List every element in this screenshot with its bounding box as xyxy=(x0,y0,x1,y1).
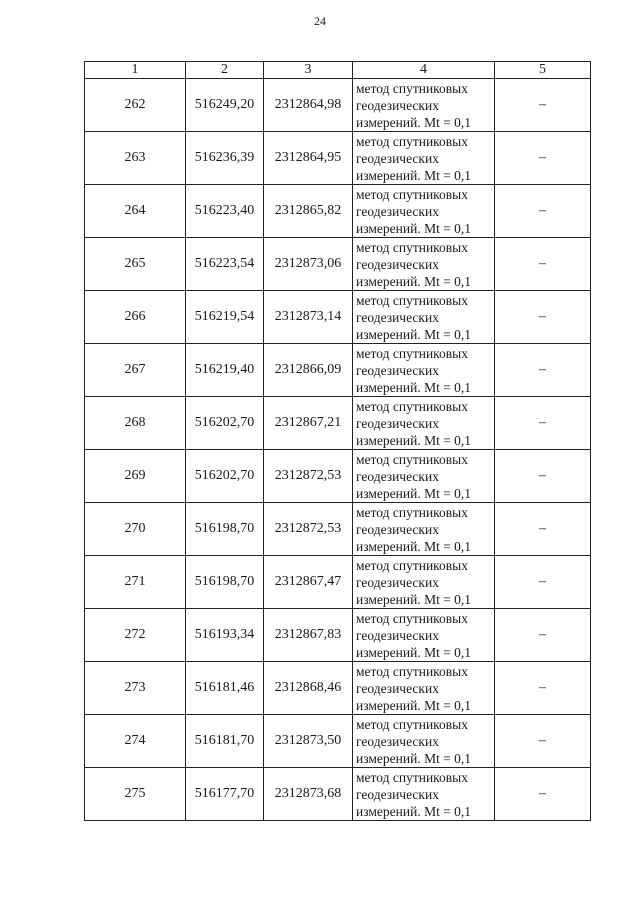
x-coordinate-cell: 516219,40 xyxy=(186,344,264,397)
method-cell xyxy=(353,132,495,185)
method-text-line: измерений. Mt = 0,1 xyxy=(356,326,472,342)
table-row xyxy=(85,503,591,556)
x-coordinate-cell: 516219,54 xyxy=(186,291,264,344)
method-text-line: геодезических xyxy=(356,786,439,802)
method-cell xyxy=(353,185,495,238)
method-cell xyxy=(353,450,495,503)
x-coordinate-cell: 516181,70 xyxy=(186,715,264,768)
x-coordinate-cell: 516236,39 xyxy=(186,132,264,185)
method-text-line: геодезических xyxy=(356,680,439,696)
method-text-line: метод спутниковых xyxy=(356,504,468,520)
y-coordinate-cell: 2312866,09 xyxy=(264,344,353,397)
note-cell: – xyxy=(495,609,591,662)
method-text-line: измерений. Mt = 0,1 xyxy=(356,803,472,819)
method-text-line: метод спутниковых xyxy=(356,186,468,202)
table-row xyxy=(85,768,591,821)
method-text-line: метод спутниковых xyxy=(356,292,468,308)
page-number: 24 xyxy=(314,14,326,28)
y-coordinate-cell: 2312873,06 xyxy=(264,238,353,291)
note-cell: – xyxy=(495,662,591,715)
y-coordinate-cell: 2312867,83 xyxy=(264,609,353,662)
method-text-line: метод спутниковых xyxy=(356,716,468,732)
note-cell: – xyxy=(495,238,591,291)
point-number-cell: 266 xyxy=(85,291,186,344)
method-text-line: геодезических xyxy=(356,203,439,219)
header-col-1: 1 xyxy=(85,62,186,79)
point-number-cell: 272 xyxy=(85,609,186,662)
table-row xyxy=(85,715,591,768)
method-cell xyxy=(353,503,495,556)
table-row xyxy=(85,662,591,715)
table-row xyxy=(85,450,591,503)
y-coordinate-cell: 2312864,95 xyxy=(264,132,353,185)
method-text-line: геодезических xyxy=(356,150,439,166)
y-coordinate-cell: 2312872,53 xyxy=(264,450,353,503)
method-cell xyxy=(353,238,495,291)
note-cell: – xyxy=(495,503,591,556)
method-text-line: метод спутниковых xyxy=(356,451,468,467)
x-coordinate-cell: 516223,54 xyxy=(186,238,264,291)
method-text-line: геодезических xyxy=(356,521,439,537)
x-coordinate-cell: 516198,70 xyxy=(186,503,264,556)
table-header-row xyxy=(85,62,591,79)
note-cell: – xyxy=(495,132,591,185)
method-text-line: измерений. Mt = 0,1 xyxy=(356,591,472,607)
note-cell: – xyxy=(495,715,591,768)
header-col-5: 5 xyxy=(495,62,591,79)
method-text-line: измерений. Mt = 0,1 xyxy=(356,538,472,554)
method-text-line: геодезических xyxy=(356,362,439,378)
method-text-line: измерений. Mt = 0,1 xyxy=(356,485,472,501)
point-number-cell: 268 xyxy=(85,397,186,450)
note-cell: – xyxy=(495,291,591,344)
method-text-line: метод спутниковых xyxy=(356,769,468,785)
table-row xyxy=(85,344,591,397)
point-number-cell: 270 xyxy=(85,503,186,556)
table-row xyxy=(85,609,591,662)
table-row xyxy=(85,291,591,344)
x-coordinate-cell: 516177,70 xyxy=(186,768,264,821)
header-col-3: 3 xyxy=(264,62,353,79)
point-number-cell: 269 xyxy=(85,450,186,503)
method-cell xyxy=(353,79,495,132)
x-coordinate-cell: 516223,40 xyxy=(186,185,264,238)
method-cell xyxy=(353,397,495,450)
method-cell xyxy=(353,662,495,715)
method-text-line: метод спутниковых xyxy=(356,610,468,626)
method-text-line: геодезических xyxy=(356,733,439,749)
method-text-line: измерений. Mt = 0,1 xyxy=(356,114,472,130)
note-cell: – xyxy=(495,185,591,238)
table-row xyxy=(85,556,591,609)
point-number-cell: 267 xyxy=(85,344,186,397)
method-text-line: измерений. Mt = 0,1 xyxy=(356,750,472,766)
table-row xyxy=(85,132,591,185)
method-text-line: геодезических xyxy=(356,309,439,325)
x-coordinate-cell: 516193,34 xyxy=(186,609,264,662)
x-coordinate-cell: 516249,20 xyxy=(186,79,264,132)
method-text-line: метод спутниковых xyxy=(356,133,468,149)
point-number-cell: 275 xyxy=(85,768,186,821)
method-text-line: геодезических xyxy=(356,97,439,113)
point-number-cell: 263 xyxy=(85,132,186,185)
method-text-line: измерений. Mt = 0,1 xyxy=(356,273,472,289)
y-coordinate-cell: 2312873,14 xyxy=(264,291,353,344)
table-body xyxy=(85,79,591,821)
method-text-line: измерений. Mt = 0,1 xyxy=(356,220,472,236)
point-number-cell: 264 xyxy=(85,185,186,238)
note-cell: – xyxy=(495,79,591,132)
table-row xyxy=(85,238,591,291)
y-coordinate-cell: 2312867,47 xyxy=(264,556,353,609)
x-coordinate-cell: 516198,70 xyxy=(186,556,264,609)
coordinates-table xyxy=(84,61,591,821)
point-number-cell: 271 xyxy=(85,556,186,609)
point-number-cell: 273 xyxy=(85,662,186,715)
method-cell xyxy=(353,556,495,609)
x-coordinate-cell: 516202,70 xyxy=(186,397,264,450)
y-coordinate-cell: 2312867,21 xyxy=(264,397,353,450)
point-number-cell: 262 xyxy=(85,79,186,132)
method-text-line: геодезических xyxy=(356,468,439,484)
method-text-line: метод спутниковых xyxy=(356,80,468,96)
method-cell xyxy=(353,609,495,662)
method-text-line: измерений. Mt = 0,1 xyxy=(356,697,472,713)
method-cell xyxy=(353,715,495,768)
table-row xyxy=(85,79,591,132)
y-coordinate-cell: 2312865,82 xyxy=(264,185,353,238)
method-text-line: метод спутниковых xyxy=(356,663,468,679)
note-cell: – xyxy=(495,556,591,609)
y-coordinate-cell: 2312868,46 xyxy=(264,662,353,715)
method-text-line: геодезических xyxy=(356,256,439,272)
header-col-2: 2 xyxy=(186,62,264,79)
method-text-line: измерений. Mt = 0,1 xyxy=(356,644,472,660)
method-text-line: геодезических xyxy=(356,415,439,431)
method-text-line: измерений. Mt = 0,1 xyxy=(356,167,472,183)
header-col-4: 4 xyxy=(353,62,495,79)
x-coordinate-cell: 516181,46 xyxy=(186,662,264,715)
method-cell xyxy=(353,344,495,397)
method-text-line: метод спутниковых xyxy=(356,345,468,361)
method-text-line: метод спутниковых xyxy=(356,398,468,414)
y-coordinate-cell: 2312873,68 xyxy=(264,768,353,821)
method-cell xyxy=(353,291,495,344)
table-row xyxy=(85,185,591,238)
point-number-cell: 265 xyxy=(85,238,186,291)
y-coordinate-cell: 2312864,98 xyxy=(264,79,353,132)
table-row xyxy=(85,397,591,450)
method-text-line: метод спутниковых xyxy=(356,557,468,573)
x-coordinate-cell: 516202,70 xyxy=(186,450,264,503)
y-coordinate-cell: 2312872,53 xyxy=(264,503,353,556)
note-cell: – xyxy=(495,397,591,450)
method-text-line: метод спутниковых xyxy=(356,239,468,255)
note-cell: – xyxy=(495,344,591,397)
method-cell xyxy=(353,768,495,821)
point-number-cell: 274 xyxy=(85,715,186,768)
note-cell: – xyxy=(495,450,591,503)
method-text-line: измерений. Mt = 0,1 xyxy=(356,379,472,395)
note-cell: – xyxy=(495,768,591,821)
method-text-line: геодезических xyxy=(356,574,439,590)
method-text-line: измерений. Mt = 0,1 xyxy=(356,432,472,448)
method-text-line: геодезических xyxy=(356,627,439,643)
y-coordinate-cell: 2312873,50 xyxy=(264,715,353,768)
